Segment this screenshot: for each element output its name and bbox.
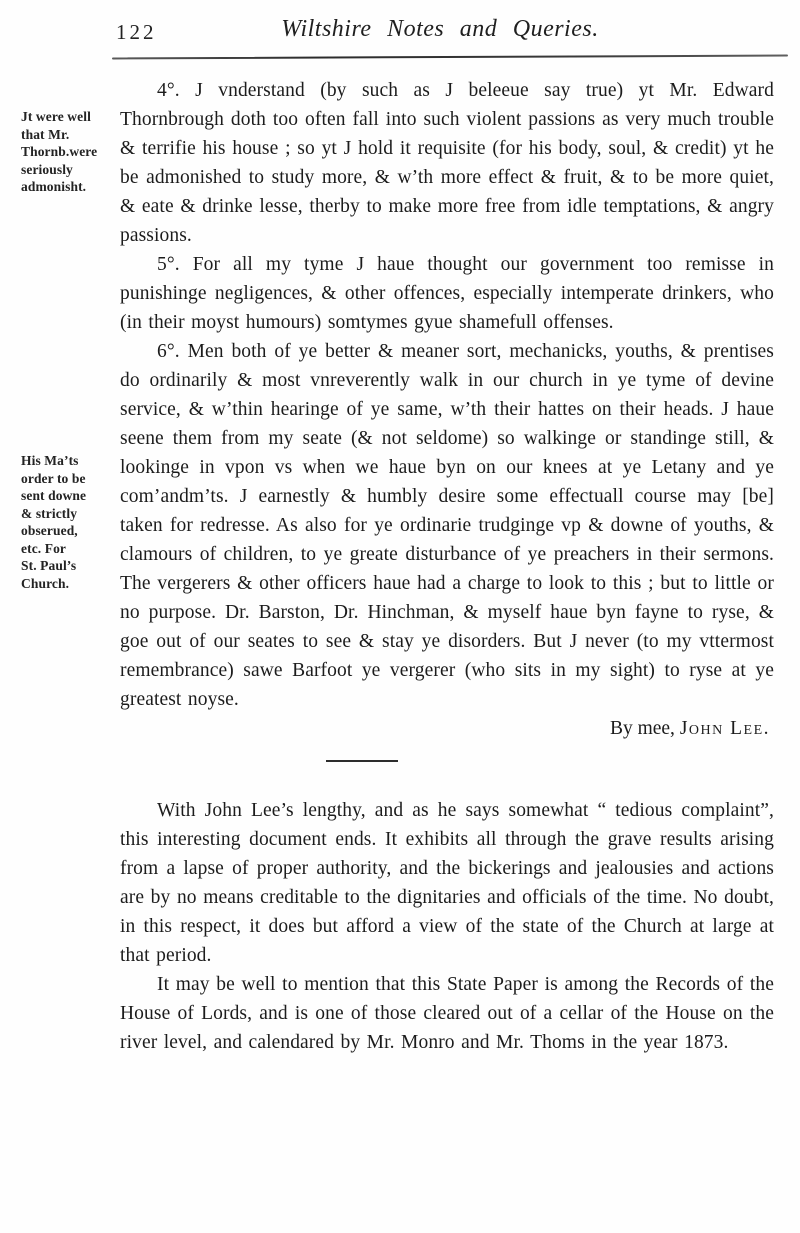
margin-note-line: seriously (21, 161, 73, 177)
paragraph-item-4: 4°. J vnderstand (by such as J beleeue say true) yt Mr. Edward Thornbrough doth too often fall into such violent passions as very much trouble & terrifie his house ; so yt J hold it requisite (for his body, soul, & credit) yt he be admonished to study more, & w’th more effect & fruit, & to be more quiet, & eate & drinke lesse, therby to make more free from idle temptations, & angry passions. (120, 80, 774, 246)
paragraph-item-6: 6°. Men both of ye better & meaner sort, mechanicks, youths, & prentises do ordinarily & most vnreverently walk in our church in ye tyme of devine service, & w’thin hearinge of ye same, w’th their hattes on their heads. J haue seene them from my seate (& not seldome) so walkinge or standinge still, & lookinge in vpon vs when we haue byn on our knees at ye Letany and ye com’andm’ts. J earnestly & humbly desire some effectuall course may [be] taken for redresse. As also for ye ordinarie trudginge vp & downe of youths, & clamours of children, to ye greate disturbance of ye preachers in their sermons. The vergerers & other officers haue had a charge to look to this ; but to little or no purpose. Dr. Barston, Dr. Hinchman, & myself haue byn fayne to ryse, & goe out of our seates to see & stay ye disorders. But J never (to my vttermost remembrance) sawe Barfoot ye vergerer (who sits in my sight) to ryse at ye greatest noyse. (120, 341, 774, 710)
page-number: 122 (116, 20, 157, 44)
running-head (0, 16, 800, 56)
main-text-column (120, 76, 774, 1057)
commentary-paragraph-1: With John Lee’s lengthy, and as he says somewhat “ tedious complaint”, this interesting document ends. It exhibits all through the grave results arising from a lapse of proper authority, and the bickerings and jealousies and actions are by no means creditable to the dignitaries and officials of the time. No doubt, in this respect, it does but afford a view of the state of the Church at large at that period. (120, 800, 774, 966)
signature-line (120, 714, 774, 743)
section-divider-rule (326, 760, 398, 762)
paragraph-item-5: 5°. For all my tyme J haue thought our government too remisse in punishinge negligences, & other offences, especially intemperate drinkers, who (in their moyst humours) somtymes gyue shamefull offenses. (120, 254, 774, 333)
margin-note-line: Church. (21, 575, 70, 591)
signature-prefix: By mee, (609, 718, 680, 739)
margin-note-line: etc. For (21, 540, 67, 556)
margin-note-line: Thornb.were (21, 144, 98, 159)
margin-note-line: obserued, (21, 523, 78, 538)
margin-note-line: His Ma’ts (21, 453, 79, 468)
margin-note-st-pauls (21, 452, 121, 592)
margin-note-line: Jt were well (21, 109, 91, 124)
margin-note-line: that Mr. (21, 126, 70, 142)
signature-name: John Lee. (679, 718, 770, 739)
margin-note-line: admonisht. (21, 179, 87, 194)
commentary-paragraph-2: It may be well to mention that this State Paper is among the Records of the House of Lords, and is one of those cleared out of a cellar of the House on the river level, and calendared by Mr. Monro and Mr. Thoms in the year 1873. (120, 974, 774, 1053)
margin-note-thornbrough (21, 108, 121, 196)
margin-note-line: order to be (21, 470, 86, 486)
margin-note-line: St. Paul’s (21, 558, 77, 573)
page-header-title: Wiltshire Notes and Queries. (281, 16, 599, 42)
margin-note-line: & strictly (21, 505, 78, 521)
margin-note-line: sent downe (21, 488, 87, 503)
